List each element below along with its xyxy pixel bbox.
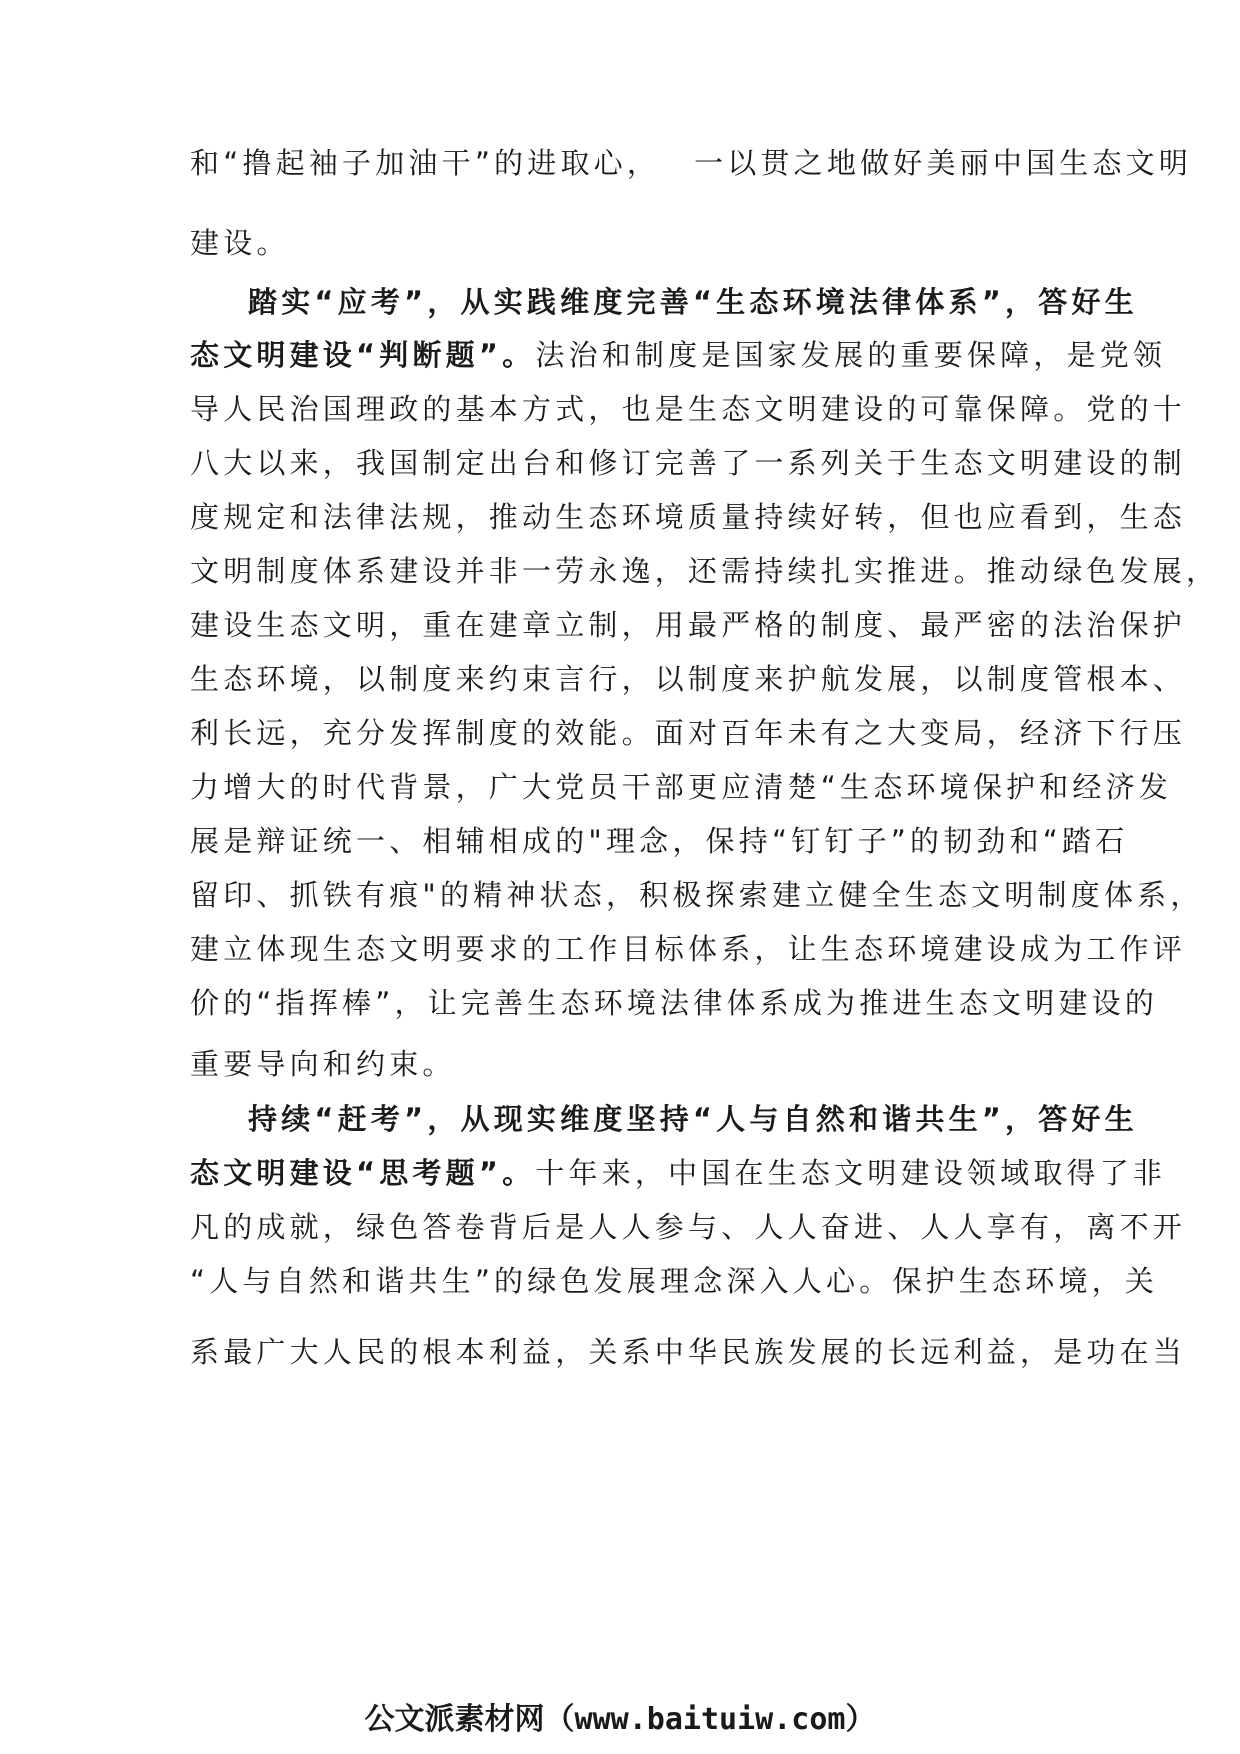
section-heading-line: 踏实“应考”，从实践维度完善“生态环境法律体系”，答好生 bbox=[248, 285, 1138, 319]
body-text: 十年来，中国在生态文明建设领域取得了非 bbox=[535, 1156, 1167, 1190]
body-line bbox=[190, 338, 1166, 372]
body-line bbox=[190, 1156, 1166, 1190]
body-text: 一以贯之地做好美丽中国生态文明 bbox=[694, 146, 1193, 180]
footer-site-url: www.baituiw.com bbox=[574, 1702, 846, 1737]
body-line: 导人民治国理政的基本方式，也是生态文明建设的可靠保障。党的十 bbox=[190, 392, 1187, 426]
body-line: “人与自然和谐共生”的绿色发展理念深入人心。保护生态环境，关 bbox=[190, 1264, 1159, 1298]
body-text: 和“撸起袖子加油干”的进取心， bbox=[190, 146, 661, 180]
section-heading-text: 态文明建设“判断题”。 bbox=[190, 338, 536, 372]
body-line: 生态环境，以制度来约束言行，以制度来护航发展，以制度管根本、 bbox=[190, 662, 1187, 696]
footer-close-paren: ） bbox=[845, 1702, 876, 1737]
body-text: 法治和制度是国家发展的重要保障，是党领 bbox=[535, 338, 1167, 372]
body-line: 价的“指挥棒”，让完善生态环境法律体系成为推进生态文明建设的 bbox=[190, 986, 1159, 1020]
body-line: 建设。 bbox=[190, 226, 290, 260]
body-line: 系最广大人民的根本利益，关系中华民族发展的长远利益，是功在当 bbox=[190, 1335, 1187, 1369]
body-line: 力增大的时代背景，广大党员干部更应清楚“生态环境保护和经济发 bbox=[190, 770, 1173, 804]
footer-watermark bbox=[0, 1700, 1240, 1740]
body-line: 利长远，充分发挥制度的效能。面对百年未有之大变局，经济下行压 bbox=[190, 716, 1187, 750]
body-line bbox=[190, 146, 1192, 180]
body-line: 八大以来，我国制定出台和修订完善了一系列关于生态文明建设的制 bbox=[190, 446, 1187, 480]
body-line: 文明制度体系建设并非一劳永逸，还需持续扎实推进。推动绿色发展， bbox=[190, 554, 1220, 588]
section-heading-line: 持续“赶考”，从现实维度坚持“人与自然和谐共生”，答好生 bbox=[248, 1102, 1138, 1136]
body-line: 留印、抓铁有痕"的精神状态，积极探索建立健全生态文明制度体系， bbox=[190, 878, 1204, 912]
body-line: 凡的成就，绿色答卷背后是人人参与、人人奋进、人人享有，离不开 bbox=[190, 1210, 1187, 1244]
body-line: 重要导向和约束。 bbox=[190, 1047, 456, 1081]
section-heading-text: 态文明建设“思考题”。 bbox=[190, 1156, 536, 1190]
body-line: 建立体现生态文明要求的工作目标体系，让生态环境建设成为工作评 bbox=[190, 932, 1187, 966]
footer-site-name: 公文派素材网（ bbox=[364, 1702, 575, 1737]
body-line: 展是辩证统一、相辅相成的"理念，保持“钉钉子”的韧劲和“踏石 bbox=[190, 824, 1129, 858]
body-line: 建设生态文明，重在建章立制，用最严格的制度、最严密的法治保护 bbox=[190, 608, 1187, 642]
body-line: 度规定和法律法规，推动生态环境质量持续好转，但也应看到，生态 bbox=[190, 500, 1187, 534]
